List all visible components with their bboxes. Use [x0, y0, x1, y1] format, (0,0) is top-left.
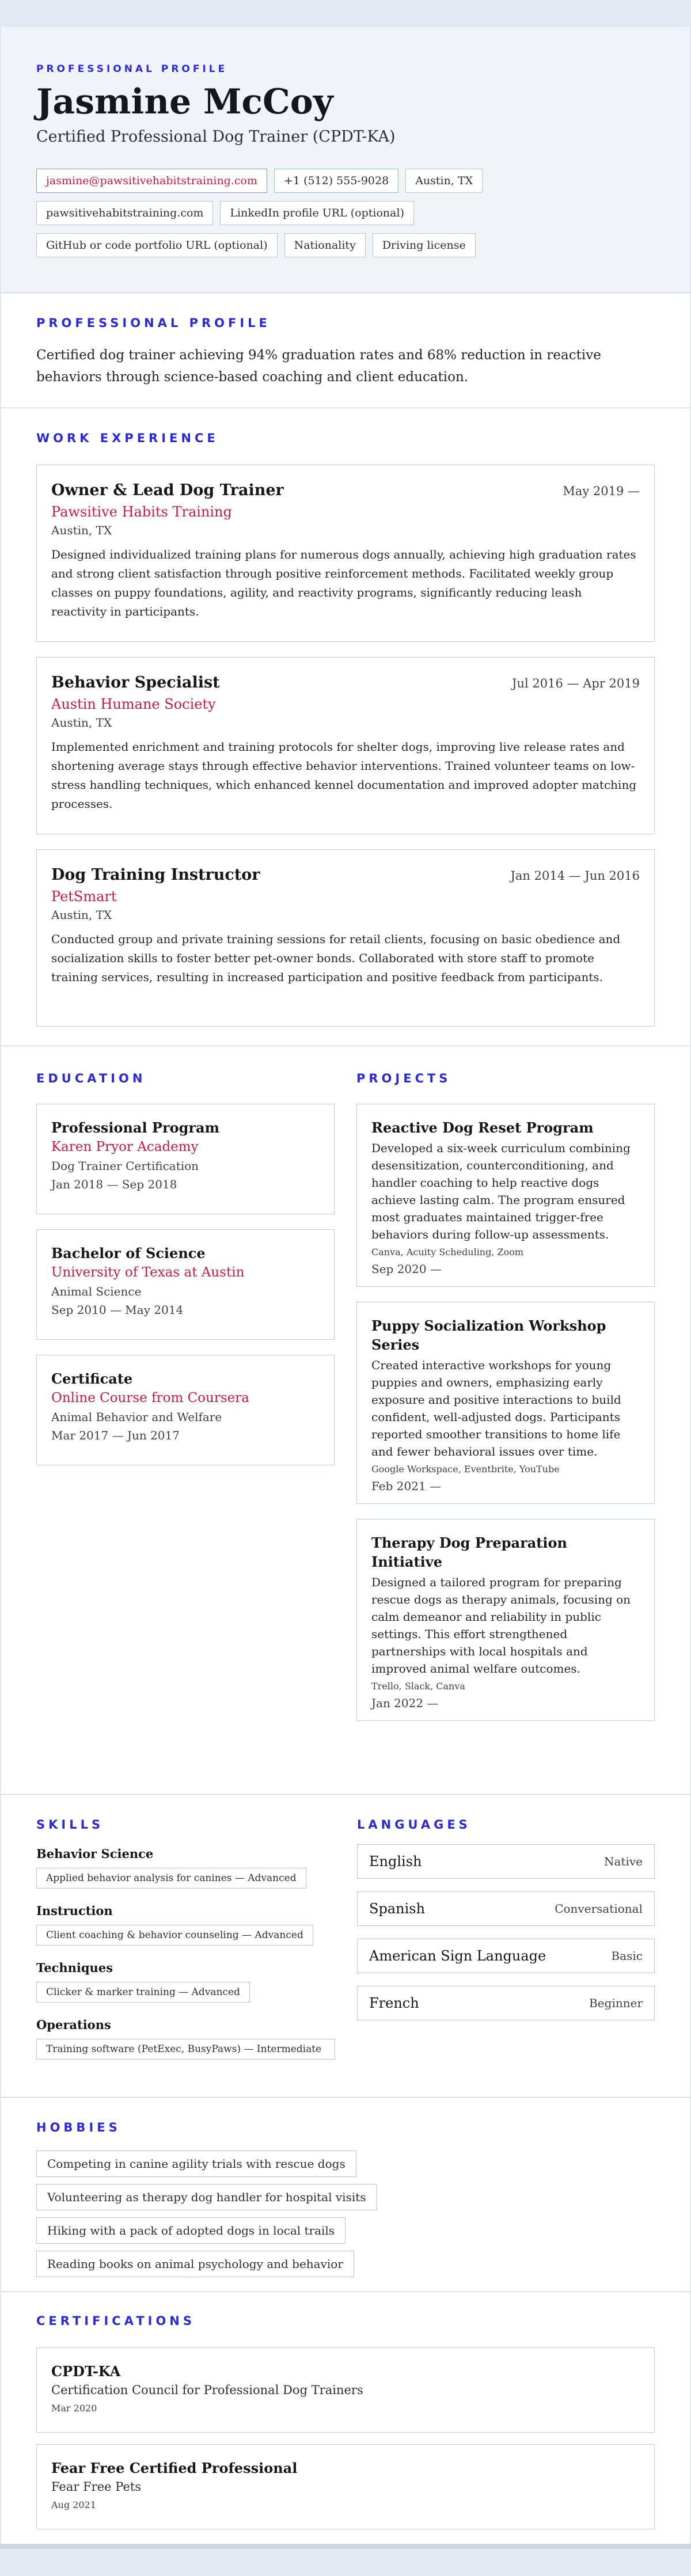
education-degree: Bachelor of Science: [51, 1245, 206, 1262]
job-entry: [36, 849, 655, 1027]
skill-group-name: Instruction: [36, 1903, 113, 1918]
language-name: English: [369, 1853, 422, 1870]
project-description: Created interactive workshops for young puppies and owners, emphasizing early exposure and positive interactions to build confident, well-adjusted dogs. Participants reported smoother transitions to home life and fewer behavioral issues over time.: [371, 1358, 621, 1458]
education-school: University of Texas at Austin: [51, 1265, 245, 1280]
project-name: Puppy Socialization Workshop Series: [371, 1317, 606, 1353]
hobby-item: Competing in canine agility trials with rescue dogs: [36, 2151, 356, 2177]
job-location: Austin, TX: [51, 716, 112, 730]
job-title: Owner & Lead Dog Trainer: [51, 481, 284, 499]
language-level: Basic: [611, 1949, 643, 1963]
certification-date: Aug 2021: [51, 2499, 96, 2510]
education-entry: [36, 1355, 335, 1465]
work-section: [1, 408, 690, 1046]
header-kicker: PROFESSIONAL PROFILE: [36, 63, 228, 75]
section-heading: HOBBIES: [36, 2121, 121, 2134]
hobby-item: Reading books on animal psychology and behavior: [36, 2251, 354, 2277]
languages-column: [357, 1818, 655, 2060]
contact-linkedin[interactable]: LinkedIn profile URL (optional): [220, 201, 414, 225]
skill-item: Applied behavior analysis for canines — Advanced: [36, 1868, 306, 1889]
job-dates: May 2019 —: [563, 484, 640, 498]
candidate-name: Jasmine McCoy: [36, 82, 333, 122]
skill-item: Training software (PetExec, BusyPaws) — Intermediate: [36, 2039, 335, 2060]
project-tools: Trello, Slack, Canva: [371, 1681, 465, 1692]
page-bottom-border: [1, 2544, 691, 2549]
resume-page: [0, 27, 691, 2549]
education-school: Karen Pryor Academy: [51, 1139, 199, 1154]
job-company: PetSmart: [51, 888, 117, 905]
section-heading: PROFESSIONAL PROFILE: [36, 316, 271, 330]
job-title: Behavior Specialist: [51, 674, 220, 692]
certification-date: Mar 2020: [51, 2403, 97, 2414]
skill-item: Client coaching & behavior counseling — Advanced: [36, 1925, 313, 1946]
education-entry: [36, 1229, 335, 1340]
education-degree: Professional Program: [51, 1119, 219, 1136]
certifications-section: [1, 2292, 690, 2529]
contact-nationality: Nationality: [284, 233, 366, 257]
skill-group: [36, 1961, 335, 2003]
language-level: Conversational: [555, 1902, 643, 1916]
project-entry: [356, 1302, 655, 1504]
language-level: Beginner: [589, 1996, 643, 2010]
language-entry: [357, 1844, 655, 1879]
education-school: Online Course from Coursera: [51, 1390, 249, 1405]
project-dates: Feb 2021 —: [371, 1479, 442, 1493]
skill-group: [36, 1846, 335, 1889]
certification-issuer: Fear Free Pets: [51, 2480, 142, 2494]
certification-name: Fear Free Certified Professional: [51, 2460, 298, 2476]
skill-group-name: Techniques: [36, 1961, 113, 1975]
language-name: French: [369, 1995, 419, 2011]
job-company: Austin Humane Society: [51, 696, 216, 712]
candidate-title: Certified Professional Dog Trainer (CPDT-KA): [36, 128, 396, 146]
project-description: Developed a six-week curriculum combining desensitization, counterconditioning, and handler coaching to help reactive dogs achieve lasting calm. The program ensured most graduates maintained trigger-free behaviors during follow-up assessments.: [371, 1141, 631, 1241]
education-projects-section: [1, 1046, 690, 1795]
contact-location: Austin, TX: [405, 169, 483, 193]
job-dates: Jul 2016 — Apr 2019: [512, 677, 640, 690]
section-heading: EDUCATION: [36, 1072, 146, 1085]
skill-group-name: Behavior Science: [36, 1846, 154, 1861]
projects-column: [356, 1072, 655, 1721]
job-location: Austin, TX: [51, 908, 112, 922]
certification-entry: [36, 2347, 655, 2433]
project-tools: Canva, Acuity Scheduling, Zoom: [371, 1247, 524, 1257]
project-dates: Sep 2020 —: [371, 1262, 442, 1276]
contact-driving-license: Driving license: [373, 233, 476, 257]
skill-group: [36, 1903, 335, 1946]
certification-entry: [36, 2444, 655, 2529]
language-entry: [357, 1891, 655, 1926]
job-entry: [36, 465, 655, 642]
project-tools: Google Workspace, Eventbrite, YouTube: [371, 1464, 560, 1475]
job-description: Designed individualized training plans for numerous dogs annually, achieving high graduation rates and strong client satisfaction through positive reinforcement methods. Facilitated weekly group classes on puppy foundations, agility, and reactivity programs, significantly reducing leash reactivity in participants.: [51, 548, 636, 618]
job-dates: Jan 2014 — Jun 2016: [510, 869, 640, 883]
education-dates: Sep 2010 — May 2014: [51, 1303, 184, 1317]
language-level: Native: [604, 1855, 643, 1868]
education-field: Animal Behavior and Welfare: [51, 1410, 222, 1424]
section-heading: LANGUAGES: [357, 1818, 471, 1832]
job-title: Dog Training Instructor: [51, 866, 260, 884]
certification-issuer: Certification Council for Professional Dog Trainers: [51, 2383, 363, 2397]
language-entry: [357, 1986, 655, 2020]
job-description: Conducted group and private training sessions for retail clients, focusing on basic obedience and socialization skills to foster better pet-owner bonds. Collaborated with store staff to promote training services, resulting in increased participation and positive feedback from participants.: [51, 932, 621, 984]
hobby-item: Hiking with a pack of adopted dogs in local trails: [36, 2217, 346, 2244]
job-location: Austin, TX: [51, 523, 112, 537]
education-entry: [36, 1104, 335, 1214]
contact-website[interactable]: pawsitivehabitstraining.com: [36, 201, 213, 225]
project-name: Reactive Dog Reset Program: [371, 1119, 594, 1136]
contact-chips: [36, 169, 612, 257]
job-entry: [36, 657, 655, 834]
job-description: Implemented enrichment and training protocols for shelter dogs, improving live release rates and shortening average stays through effective behavior interventions. Trained volunteer teams on low-stress handling techniques, which enhanced kennel documentation and improved adopter matching processes.: [51, 740, 637, 811]
language-name: Spanish: [369, 1901, 426, 1917]
profile-summary: Certified dog trainer achieving 94% graduation rates and 68% reduction in reactive behaviors through science-based coaching and client education.: [36, 348, 601, 385]
contact-phone[interactable]: +1 (512) 555-9028: [274, 169, 398, 193]
skill-item: Clicker & marker training — Advanced: [36, 1982, 250, 2003]
education-dates: Jan 2018 — Sep 2018: [51, 1177, 177, 1191]
skill-group-name: Operations: [36, 2018, 111, 2032]
section-heading: PROJECTS: [356, 1072, 451, 1085]
profile-section: [1, 293, 690, 408]
project-entry: [356, 1519, 655, 1721]
hobby-item: Volunteering as therapy dog handler for hospital visits: [36, 2184, 377, 2210]
section-heading: WORK EXPERIENCE: [36, 431, 219, 445]
contact-github[interactable]: GitHub or code portfolio URL (optional): [36, 233, 278, 257]
project-name: Therapy Dog Preparation Initiative: [371, 1534, 567, 1570]
education-column: [36, 1072, 335, 1721]
language-name: American Sign Language: [369, 1948, 546, 1964]
education-degree: Certificate: [51, 1370, 133, 1387]
skill-group: [36, 2018, 335, 2060]
education-field: Dog Trainer Certification: [51, 1159, 199, 1173]
project-dates: Jan 2022 —: [371, 1696, 439, 1710]
job-company: Pawsitive Habits Training: [51, 504, 232, 520]
hobbies-section: [1, 2098, 690, 2292]
education-field: Animal Science: [51, 1285, 142, 1298]
certification-name: CPDT-KA: [51, 2363, 121, 2380]
skills-column: [36, 1818, 335, 2060]
hobby-list: [36, 2151, 655, 2277]
section-heading: SKILLS: [36, 1818, 104, 1832]
skills-languages-section: [1, 1795, 690, 2098]
education-dates: Mar 2017 — Jun 2017: [51, 1428, 180, 1442]
resume-header: [1, 27, 690, 293]
contact-email[interactable]: jasmine@pawsitivehabitstraining.com: [36, 169, 267, 193]
project-description: Designed a tailored program for preparing rescue dogs as therapy animals, focusing on calm demeanor and reliability in public settings. This effort strengthened partnerships with local hospitals and improved animal welfare outcomes.: [371, 1575, 631, 1675]
project-entry: [356, 1104, 655, 1287]
section-heading: CERTIFICATIONS: [36, 2314, 196, 2328]
language-entry: [357, 1939, 655, 1973]
